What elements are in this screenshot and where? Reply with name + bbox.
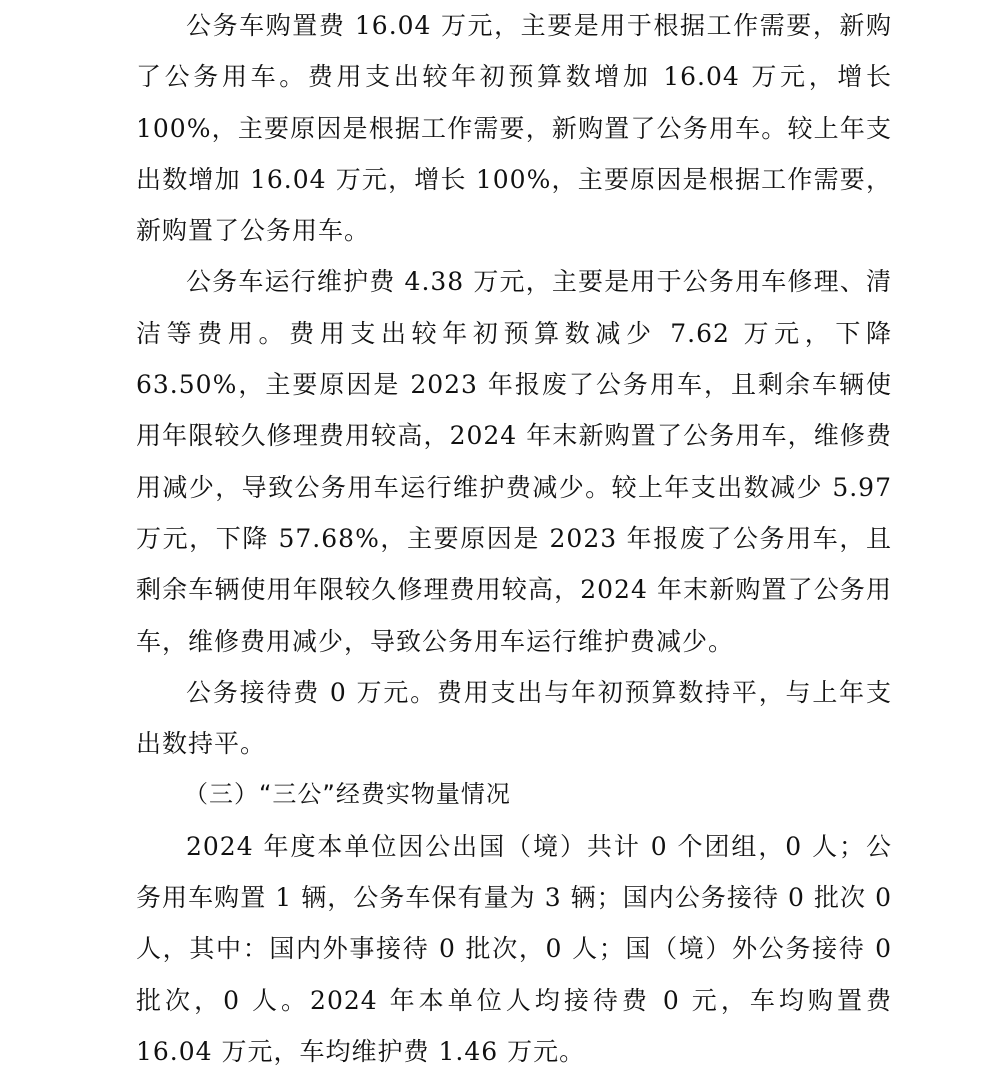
paragraph-physical-quantity: 2024 年度本单位因公出国（境）共计 0 个团组，0 人；公务用车购置 1 辆，公务车保有量为 3 辆；国内公务接待 0 批次 0 人，其中：国内外事接待 0 批次，0 人；国（境）外公务接待 0 批次，0 人。2024 年本单位人均接待费 0 元，车均购置费 16.04 万元，车均维护费 1.46 万元。 [136, 831, 892, 1066]
paragraph-vehicle-purchase: 公务车购置费 16.04 万元，主要是用于根据工作需要，新购了公务用车。费用支出较年初预算数增加 16.04 万元，增长 100%，主要原因是根据工作需要，新购置了公务用车。较上年支出数增加 16.04 万元，增长 100%，主要原因是根据工作需要，新购置了公务用车。 [136, 11, 892, 246]
section-heading: （三）“三公”经费实物量情况 [184, 780, 511, 809]
paragraph-reception: 公务接待费 0 万元。费用支出与年初预算数持平，与上年支出数持平。 [136, 677, 892, 759]
paragraph-vehicle-maintenance: 公务车运行维护费 4.38 万元，主要是用于公务用车修理、清洁等费用。费用支出较年初预算数减少 7.62 万元，下降 63.50%，主要原因是 2023 年报废了公务用车，且剩余车辆使用年限较久修理费用较高，2024 年末新购置了公务用车，维修费用减少，导致公务用车运行维护费减少。较上年支出数减少 5.97 万元，下降 57.68%，主要原因是 2023 年报废了公务用车，且剩余车辆使用年限较久修理费用较高，2024 年末新购置了公务用车，维修费用减少，导致公务用车运行维护费减少。 [136, 267, 892, 656]
